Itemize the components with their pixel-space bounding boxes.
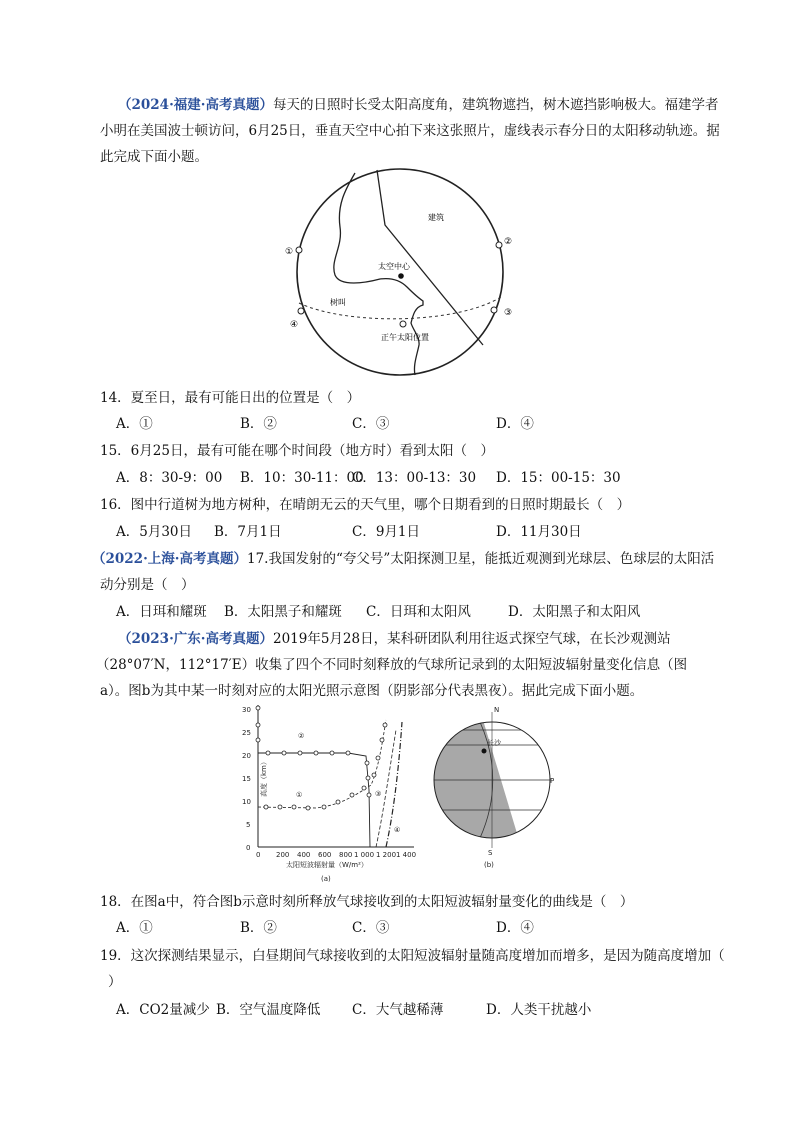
y-tick: 20 [242,752,251,760]
option-b[interactable]: B．② [240,920,277,936]
sky-center-dot [398,273,404,279]
option-a[interactable]: A．CO2量减少 [116,1002,210,1018]
y-tick: 15 [242,775,251,783]
curve-2 [258,753,370,847]
y-tick: 0 [246,844,251,852]
sky-circle [297,169,503,375]
option-a[interactable]: A．① [116,416,153,432]
option-d[interactable]: D．15：00-15：30 [496,470,621,486]
x-tick: 1 400 [396,851,416,859]
question-17-line-2: 动分别是（ ） [100,577,195,593]
x-tick-labels [256,851,416,859]
x-tick: 800 [339,851,353,859]
position-3-marker [491,307,497,313]
sky-photo-figure [285,165,515,380]
option-d[interactable]: D．④ [496,416,534,432]
changsha-point [482,749,487,754]
y-tick: 10 [242,798,251,806]
question-19-stem-line-2: ） [108,974,122,990]
option-b[interactable]: B．空气温度降低 [216,1002,321,1018]
tree-label: 树叫 [330,298,346,307]
y-tick: 25 [242,729,251,737]
intro-text: 每天的日照时长受太阳高度角，建筑物遮挡，树木遮挡影响极大。福建学者 [272,97,719,113]
x-tick: 0 [256,851,261,859]
y-tick: 30 [242,706,251,714]
option-c[interactable]: C．9月1日 [352,524,421,540]
x-tick: 1 200 [376,851,397,859]
q18-intro-line-1 [118,629,671,649]
label-1: ① [285,247,294,257]
noon-sun-marker [400,321,406,327]
building-label: 建筑 [428,213,444,222]
option-b[interactable]: B．太阳黑子和耀斑 [224,604,342,620]
question-15-stem: 15．6月25日，最有可能在哪个时间段（地方时）看到太阳（ ） [100,443,494,459]
curve-3 [376,730,396,847]
option-a[interactable]: A．① [116,920,153,936]
building-edge [377,170,483,345]
question-18-stem: 18．在图a中，符合图b示意时刻所释放气球接收到的太阳短波辐射量变化的曲线是（ ） [100,894,634,910]
q18-intro-line-2: （28°07′N，112°17′E）收集了四个不同时刻释放的气球所记录到的太阳短波辐射量变化信息（图 [96,657,688,673]
question-17-text: 17.我国发射的“夸父号”太阳探测卫星，能抵近观测到光球层、色球层的太阳活 [246,551,715,567]
figure-a-caption: (a) [321,875,331,883]
city-label: 长沙 [487,739,501,747]
label-2: ② [504,237,513,247]
sunlight-globe-figure [432,700,572,870]
question-16-stem: 16．图中行道树为地方树种，在晴朗无云的天气里，哪个日期看到的日照时期最长（ ） [100,497,631,513]
option-d[interactable]: D．11月30日 [496,524,582,540]
sky-center-label: 太空中心 [378,262,410,271]
y-tick: 5 [246,821,251,829]
option-a[interactable]: A．8：30-9：00 [116,470,223,486]
intro-line-2: 小明在美国波士顿访问，6月25日，垂直天空中心拍下来这张照片，虚线表示春分日的太阳移动轨迹。据 [100,123,720,139]
x-tick: 200 [276,851,290,859]
option-b[interactable]: B．② [240,416,277,432]
option-c[interactable]: C．13：00-13：30 [352,470,477,486]
curve-label-3: ③ [375,790,382,798]
north-label: N [494,706,500,714]
x-tick: 400 [297,851,311,859]
x-axis-label: 太阳短波辐射量（W/m²） [286,861,368,869]
option-d[interactable]: D．人类干扰越小 [486,1002,592,1018]
source-tag: （2023·广东·高考真题） [118,631,273,647]
option-b[interactable]: B．10：30-11：00 [240,470,364,486]
x-tick: 1 000 [354,851,375,859]
question-14-stem: 14．夏至日，最有可能日出的位置是（ ） [100,390,361,406]
option-a[interactable]: A．日珥和耀斑 [116,604,207,620]
position-4-marker [298,308,304,314]
label-4: ④ [290,320,299,330]
curve-2-points [256,706,371,797]
y-tick-labels [242,706,251,852]
y-axis-label: 高度（km） [260,758,268,797]
question-19-stem-line-1: 19．这次探测结果显示，白昼期间气球接收到的太阳短波辐射量随高度增加而增多，是因为随高度增加（ [100,948,725,964]
intro-line-1 [118,95,718,115]
option-c[interactable]: C．日珥和太阳风 [366,604,471,620]
curve-label-4: ④ [394,826,401,834]
intro-line-3: 此完成下面小题。 [100,149,208,165]
point-p-label: P [550,777,555,785]
option-c[interactable]: C．③ [352,416,390,432]
noon-sun-label: 正午太阳位置 [381,333,429,342]
x-tick: 600 [318,851,332,859]
option-a[interactable]: A．5月30日 [116,524,193,540]
source-tag: （2024·福建·高考真题） [118,97,273,113]
tree-outline [334,173,423,375]
label-3: ③ [504,308,513,318]
option-b[interactable]: B．7月1日 [214,524,282,540]
q18-intro-line-3: a）。图b为其中某一时刻对应的太阳光照示意图（阴影部分代表黑夜）。据此完成下面小题。 [100,683,644,699]
position-2-marker [496,242,502,248]
south-label: S [488,849,493,857]
curve-label-2: ② [298,732,305,740]
option-d[interactable]: D．④ [496,920,534,936]
question-17-line-1 [92,549,714,569]
curve-label-1: ① [296,791,303,799]
q18-intro-text: 2019年5月28日，某科研团队利用往返式探空气球，在长沙观测站 [272,631,671,647]
radiation-height-chart [236,700,416,885]
source-tag: （2022·上海·高考真题） [92,551,247,567]
figure-b-caption: (b) [484,861,494,869]
option-c[interactable]: C．③ [352,920,390,936]
position-1-marker [296,247,302,253]
option-c[interactable]: C．大气越稀薄 [352,1002,444,1018]
option-d[interactable]: D．太阳黑子和太阳风 [508,604,641,620]
